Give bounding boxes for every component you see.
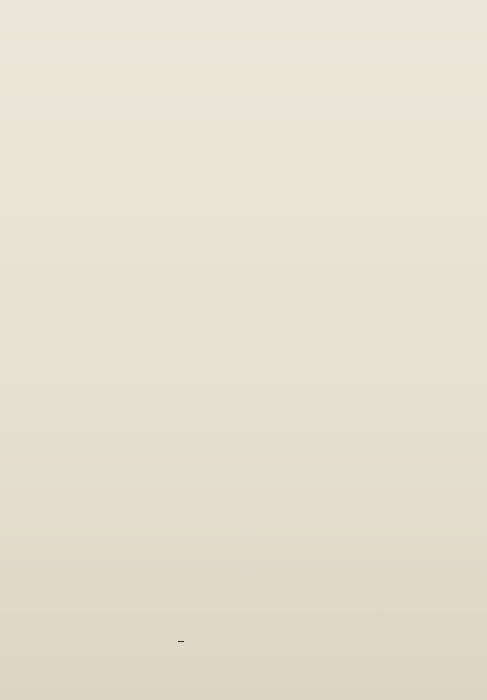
imprint	[30, 537, 457, 558]
catalog-codes	[178, 641, 184, 642]
